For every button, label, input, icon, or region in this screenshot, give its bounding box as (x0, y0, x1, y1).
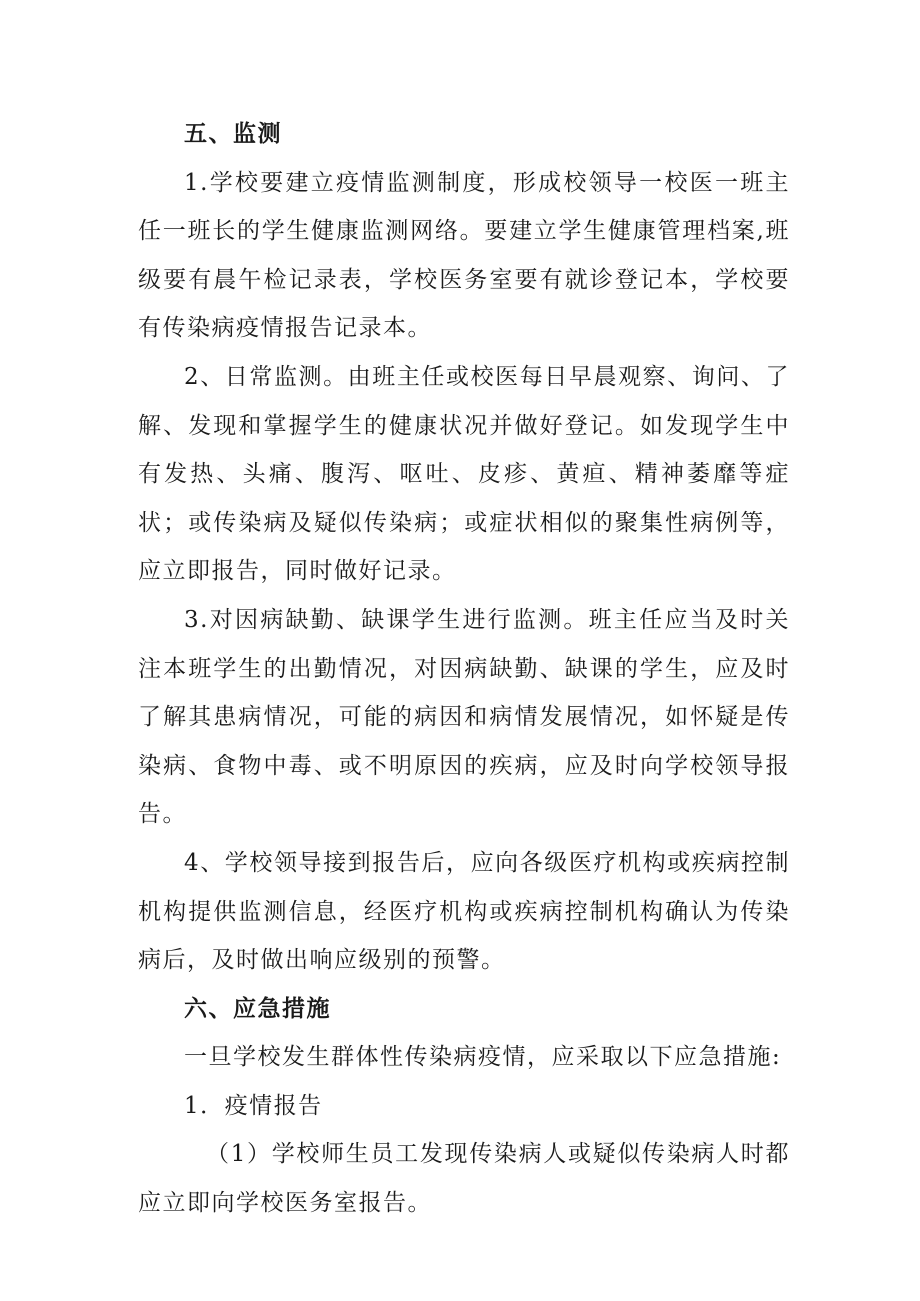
paragraph-daily-monitoring: 2、日常监测。由班主任或校医每日早晨观察、询问、了解、发现和掌握学生的健康状况并做好登记。如发现学生中有发热、头痛、腹泻、呕吐、皮疹、黄疸、精神萎靡等症状；或传染病及疑似传染病；或症状相似的聚集性病例等，应立即报告，同时做好记录。 (138, 363, 790, 585)
paragraph-leadership-report: 4、学校领导接到报告后，应向各级医疗机构或疾病控制机构提供监测信息，经医疗机构或疾病控制机构确认为传染病后，及时做出响应级别的预警。 (138, 849, 790, 974)
paragraph-absence-monitoring: 3.对因病缺勤、缺课学生进行监测。班主任应当及时关注本班学生的出勤情况，对因病缺勤、缺课的学生，应及时了解其患病情况，可能的病因和病情发展情况，如怀疑是传染病、食物中毒、或不明原因的疾病，应及时向学校领导报告。 (138, 606, 790, 828)
section-heading-emergency: 六、应急措施 (184, 995, 331, 1022)
document-body (138, 110, 790, 1228)
paragraph-report-item-1: （1）学校师生员工发现传染病人或疑似传染病人时都应立即向学校医务室报告。 (138, 1141, 790, 1217)
paragraph-emergency-intro: 一旦学校发生群体性传染病疫情，应采取以下应急措施: (184, 1044, 782, 1071)
subheading-epidemic-report: 1．疫情报告 (184, 1092, 323, 1119)
paragraph-monitoring-system: 1.学校要建立疫情监测制度，形成校领导一校医一班主任一班长的学生健康监测网络。要建立学生健康管理档案,班级要有晨午检记录表，学校医务室要有就诊登记本，学校要有传染病疫情报告记录本。 (138, 169, 790, 342)
section-heading-monitoring: 五、监测 (184, 121, 282, 147)
